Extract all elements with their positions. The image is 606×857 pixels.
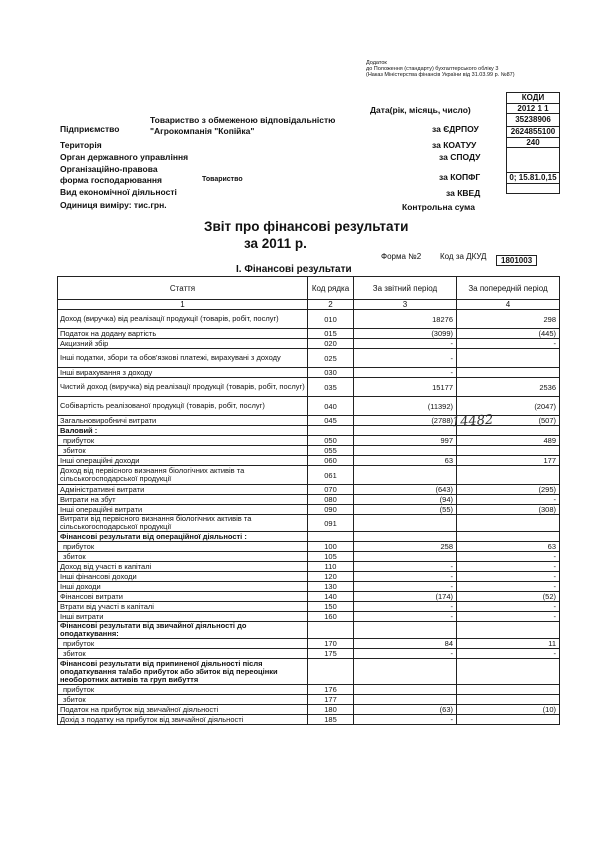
- row-code: 080: [308, 495, 354, 505]
- row-code: 170: [308, 639, 354, 649]
- row-label: Податок на додану вартість: [58, 329, 308, 339]
- edrpou-value: 35238906: [506, 113, 560, 127]
- row-current-value: [354, 622, 457, 639]
- row-previous-value: 63: [457, 542, 560, 552]
- table-row: [58, 552, 560, 562]
- row-code: 176: [308, 685, 354, 695]
- codes-header: КОДИ: [506, 92, 560, 104]
- table-row: [58, 329, 560, 339]
- row-previous-value: 11: [457, 639, 560, 649]
- row-current-value: 84: [354, 639, 457, 649]
- enterprise-label: Підприємство: [60, 124, 120, 134]
- row-current-value: 63: [354, 456, 457, 466]
- date-label: Дата(рік, місяць, число): [370, 105, 471, 115]
- table-row: [58, 715, 560, 725]
- row-label: прибуток: [58, 685, 308, 695]
- row-code: [308, 659, 354, 685]
- row-previous-value: 489: [457, 436, 560, 446]
- row-previous-value: [457, 446, 560, 456]
- row-current-value: 15177: [354, 378, 457, 397]
- row-code: 020: [308, 339, 354, 349]
- legal-form-label-2: форма господарювання: [60, 175, 162, 185]
- row-code: 035: [308, 378, 354, 397]
- enterprise-name-1: Товариство з обмеженою відповідальністю: [150, 115, 336, 125]
- activity-label: Вид економічної діяльності: [60, 187, 177, 197]
- row-current-value: (174): [354, 592, 457, 602]
- table-row: [58, 368, 560, 378]
- row-previous-value: (295): [457, 485, 560, 495]
- spodu-value: 240: [506, 137, 560, 149]
- row-label: Фінансові результати від звичайної діяльності до оподаткування:: [58, 622, 308, 639]
- row-code: 140: [308, 592, 354, 602]
- col-header-current: За звітний період: [354, 277, 457, 300]
- row-code: 180: [308, 705, 354, 715]
- table-row: [58, 310, 560, 329]
- organ-label: Орган державного управління: [60, 152, 189, 162]
- row-previous-value: [457, 532, 560, 542]
- row-label: Валовий :: [58, 426, 308, 436]
- row-current-value: -: [354, 612, 457, 622]
- row-code: 177: [308, 695, 354, 705]
- dkud-label: Код за ДКУД: [440, 252, 487, 261]
- row-code: 050: [308, 436, 354, 446]
- row-label: Інші вирахування з доходу: [58, 368, 308, 378]
- row-label: Доход від участі в капіталі: [58, 562, 308, 572]
- row-label: Доход (виручка) від реалізації продукції (товарів, робіт, послуг): [58, 310, 308, 329]
- col-num-1: 1: [58, 300, 308, 310]
- row-current-value: 18276: [354, 310, 457, 329]
- row-current-value: -: [354, 562, 457, 572]
- row-current-value: [354, 659, 457, 685]
- row-code: 120: [308, 572, 354, 582]
- row-label: Інші податки, збори та обов'язкові платежі, вирахувані з доходу: [58, 349, 308, 368]
- row-current-value: (63): [354, 705, 457, 715]
- col-num-4: 4: [457, 300, 560, 310]
- row-code: 061: [308, 466, 354, 485]
- row-current-value: 258: [354, 542, 457, 552]
- territory-label: Територія: [60, 140, 102, 150]
- table-row: [58, 572, 560, 582]
- row-current-value: -: [354, 339, 457, 349]
- row-code: [308, 622, 354, 639]
- row-current-value: -: [354, 602, 457, 612]
- row-code: 015: [308, 329, 354, 339]
- row-code: [308, 532, 354, 542]
- table-row: [58, 466, 560, 485]
- handwritten-note: 14482: [451, 412, 494, 431]
- table-row: [58, 397, 560, 416]
- row-previous-value: (10): [457, 705, 560, 715]
- report-title: Звіт про фінансові результати: [204, 219, 409, 234]
- table-row: [58, 339, 560, 349]
- row-label: Акцизний збір: [58, 339, 308, 349]
- legal-form-label-1: Організаційно-правова: [60, 164, 158, 174]
- row-previous-value: -: [457, 612, 560, 622]
- section-title: I. Фінансові результати: [236, 264, 352, 275]
- row-previous-value: (2047): [457, 397, 560, 416]
- row-current-value: [354, 466, 457, 485]
- dkud-value: 1801003: [496, 255, 537, 266]
- table-colnum-row: [58, 300, 560, 310]
- row-previous-value: -: [457, 339, 560, 349]
- row-current-value: [354, 695, 457, 705]
- row-current-value: 997: [354, 436, 457, 446]
- col-header-code: Код рядка: [308, 277, 354, 300]
- row-previous-value: -: [457, 602, 560, 612]
- row-code: [308, 426, 354, 436]
- unit-label: Одиниця виміру: тис.грн.: [60, 200, 167, 210]
- row-label: Адміністративні витрати: [58, 485, 308, 495]
- kved-value: 0; 15.81.0,15: [506, 172, 560, 184]
- row-current-value: (55): [354, 505, 457, 515]
- row-previous-value: (308): [457, 505, 560, 515]
- table-row: [58, 532, 560, 542]
- row-label: Фінансові результати від припиненої діяльності після оподаткування та/або прибуток або збиток від переоцінки необоротних активів та груп вибуття: [58, 659, 308, 685]
- row-label: Чистий доход (виручка) від реалізації продукції (товарів, робіт, послуг): [58, 378, 308, 397]
- row-previous-value: (52): [457, 592, 560, 602]
- row-label: Інші витрати: [58, 612, 308, 622]
- table-row: [58, 639, 560, 649]
- report-period: за 2011 р.: [244, 236, 307, 251]
- row-label: Собівартість реалізованої продукції (товарів, робіт, послуг): [58, 397, 308, 416]
- row-previous-value: [457, 715, 560, 725]
- row-label: прибуток: [58, 639, 308, 649]
- table-row: [58, 612, 560, 622]
- row-label: Інші операційні доходи: [58, 456, 308, 466]
- row-code: 175: [308, 649, 354, 659]
- table-row: [58, 695, 560, 705]
- table-row: [58, 416, 560, 426]
- row-current-value: [354, 515, 457, 532]
- koatuu-value: 2624855100: [506, 126, 560, 138]
- table-row: [58, 705, 560, 715]
- row-code: 110: [308, 562, 354, 572]
- row-label: Дохід з податку на прибуток від звичайної діяльності: [58, 715, 308, 725]
- row-previous-value: -: [457, 562, 560, 572]
- row-label: Фінансові результати від операційної діяльності :: [58, 532, 308, 542]
- table-row: [58, 592, 560, 602]
- col-num-3: 3: [354, 300, 457, 310]
- table-row: [58, 602, 560, 612]
- row-code: 130: [308, 582, 354, 592]
- table-row: [58, 685, 560, 695]
- row-current-value: -: [354, 572, 457, 582]
- table-row: [58, 622, 560, 639]
- appendix-line-2: до Положення (стандарту) бухгалтерського обліку 3: [366, 66, 499, 72]
- row-label: Фінансові витрати: [58, 592, 308, 602]
- table-row: [58, 446, 560, 456]
- row-code: 045: [308, 416, 354, 426]
- row-current-value: (94): [354, 495, 457, 505]
- row-previous-value: 298: [457, 310, 560, 329]
- legal-form-value: Товариство: [202, 176, 243, 183]
- financial-results-table: [57, 276, 560, 725]
- edrpou-label: за ЄДРПОУ: [432, 124, 479, 134]
- table-header-row: [58, 277, 560, 300]
- row-previous-value: [457, 685, 560, 695]
- table-row: [58, 582, 560, 592]
- row-code: 055: [308, 446, 354, 456]
- appendix-line-3: (Наказ Міністерства фінансів України від 31.03.99 р. №87): [366, 72, 515, 78]
- row-previous-value: -: [457, 572, 560, 582]
- koatuu-label: за КОАТУУ: [432, 140, 477, 150]
- enterprise-name-2: "Агрокомпанія "Копійка": [150, 126, 255, 136]
- table-row: [58, 659, 560, 685]
- row-current-value: [354, 552, 457, 562]
- table-row: [58, 495, 560, 505]
- row-previous-value: -: [457, 582, 560, 592]
- row-label: Доход від первісного визнання біологічних активів та сільськогосподарської продукції: [58, 466, 308, 485]
- table-row: [58, 426, 560, 436]
- row-label: Інші фінансові доходи: [58, 572, 308, 582]
- row-label: збиток: [58, 446, 308, 456]
- row-previous-value: -: [457, 649, 560, 659]
- form-label: Форма №2: [381, 252, 422, 261]
- table-row: [58, 485, 560, 495]
- row-current-value: (3099): [354, 329, 457, 339]
- row-label: Витрати на збут: [58, 495, 308, 505]
- row-code: 070: [308, 485, 354, 495]
- row-code: 025: [308, 349, 354, 368]
- row-current-value: -: [354, 349, 457, 368]
- row-previous-value: [457, 659, 560, 685]
- row-label: збиток: [58, 695, 308, 705]
- col-header-previous: За попередній період: [457, 277, 560, 300]
- row-label: Інші операційні витрати: [58, 505, 308, 515]
- kopfg-value: [506, 147, 560, 173]
- table-row: [58, 378, 560, 397]
- row-previous-value: 2536: [457, 378, 560, 397]
- row-label: Загальновиробничі витрати: [58, 416, 308, 426]
- row-current-value: (11392): [354, 397, 457, 416]
- table-row: [58, 349, 560, 368]
- row-previous-value: -: [457, 495, 560, 505]
- row-previous-value: [457, 349, 560, 368]
- row-label: Витрати від первісного визнання біологічних активів та сільськогосподарської продукції: [58, 515, 308, 532]
- table-row: [58, 562, 560, 572]
- row-current-value: [354, 532, 457, 542]
- row-current-value: [354, 446, 457, 456]
- table-row: [58, 542, 560, 552]
- control-sum-label: Контрольна сума: [402, 202, 475, 212]
- row-code: 160: [308, 612, 354, 622]
- table-row: [58, 456, 560, 466]
- table-row: [58, 649, 560, 659]
- row-current-value: (2788): [354, 416, 457, 426]
- row-current-value: -: [354, 715, 457, 725]
- row-label: Податок на прибуток від звичайної діяльності: [58, 705, 308, 715]
- row-code: 060: [308, 456, 354, 466]
- row-label: збиток: [58, 552, 308, 562]
- row-previous-value: [457, 466, 560, 485]
- row-previous-value: [457, 515, 560, 532]
- row-current-value: (643): [354, 485, 457, 495]
- row-current-value: -: [354, 649, 457, 659]
- codes-column: [506, 93, 560, 194]
- row-previous-value: -: [457, 552, 560, 562]
- row-code: 040: [308, 397, 354, 416]
- dkud-value-box: [496, 250, 537, 268]
- row-current-value: [354, 426, 457, 436]
- row-current-value: [354, 685, 457, 695]
- row-code: 100: [308, 542, 354, 552]
- table-row: [58, 436, 560, 446]
- control-sum-value: [506, 183, 560, 195]
- date-value: 2012 1 1: [506, 103, 560, 115]
- row-code: 090: [308, 505, 354, 515]
- col-header-article: Стаття: [58, 277, 308, 300]
- kopfg-label: за КОПФГ: [439, 172, 481, 182]
- row-code: 091: [308, 515, 354, 532]
- row-previous-value: [457, 368, 560, 378]
- row-label: Втрати від участі в капіталі: [58, 602, 308, 612]
- row-label: збиток: [58, 649, 308, 659]
- row-previous-value: (507): [457, 416, 560, 426]
- row-label: Інші доходи: [58, 582, 308, 592]
- row-current-value: -: [354, 582, 457, 592]
- table-row: [58, 515, 560, 532]
- row-label: прибуток: [58, 436, 308, 446]
- row-previous-value: [457, 426, 560, 436]
- row-previous-value: [457, 622, 560, 639]
- col-num-2: 2: [308, 300, 354, 310]
- row-previous-value: 177: [457, 456, 560, 466]
- row-code: 105: [308, 552, 354, 562]
- row-previous-value: (445): [457, 329, 560, 339]
- row-code: 185: [308, 715, 354, 725]
- spodu-label: за СПОДУ: [439, 152, 481, 162]
- kved-label: за КВЕД: [446, 188, 481, 198]
- table-row: [58, 505, 560, 515]
- row-code: 030: [308, 368, 354, 378]
- row-label: прибуток: [58, 542, 308, 552]
- row-previous-value: [457, 695, 560, 705]
- row-current-value: -: [354, 368, 457, 378]
- row-code: 010: [308, 310, 354, 329]
- row-code: 150: [308, 602, 354, 612]
- appendix-line-1: Додаток: [366, 60, 387, 66]
